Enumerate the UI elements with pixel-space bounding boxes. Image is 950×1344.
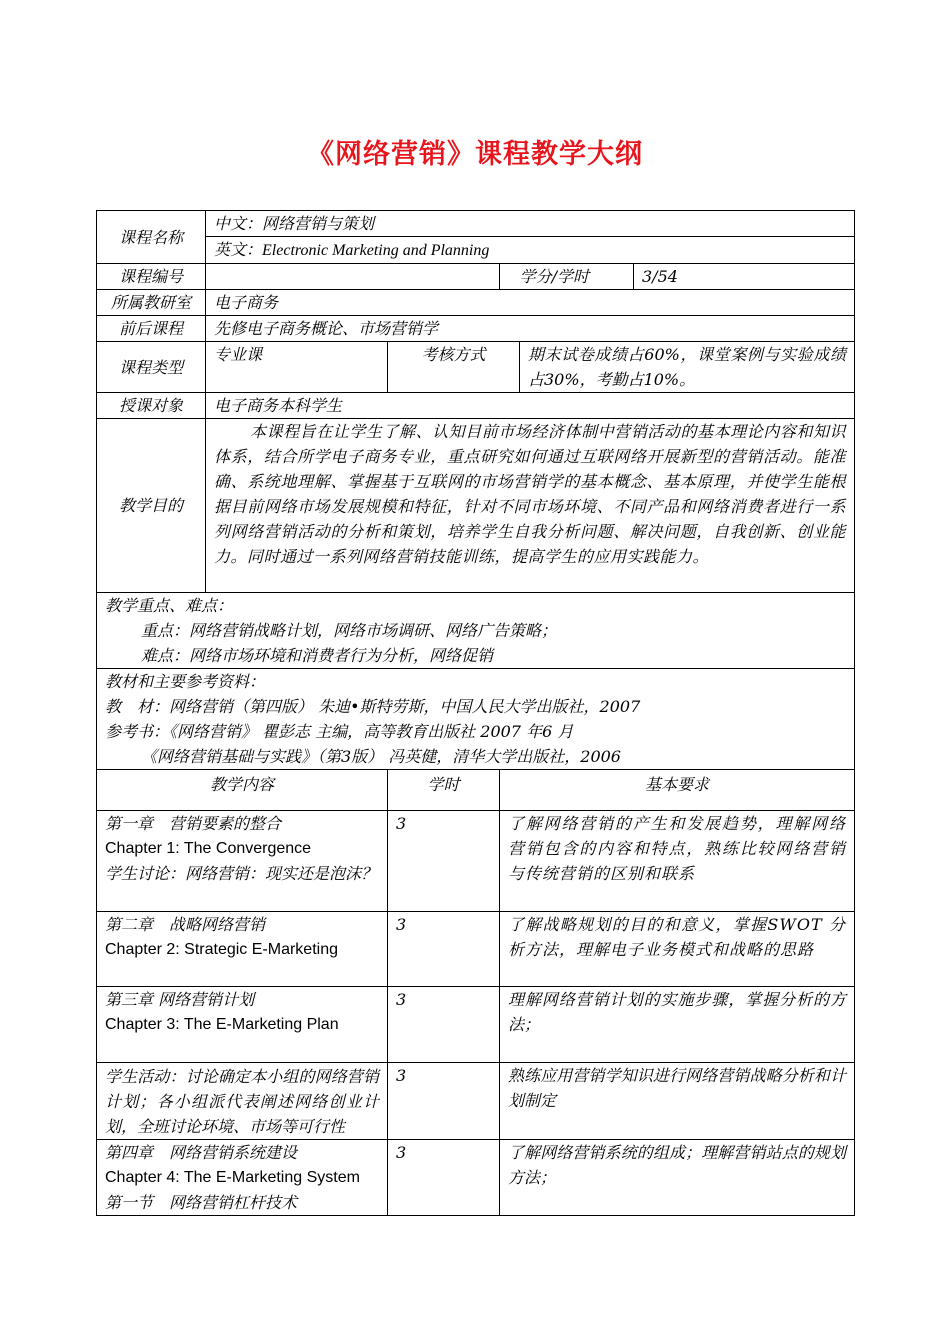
table-row bbox=[97, 1140, 855, 1216]
credit-label: 学分/学时 bbox=[500, 264, 634, 290]
objective-label: 教学目的 bbox=[97, 419, 206, 593]
header-requirements: 基本要求 bbox=[500, 770, 855, 811]
table-row bbox=[97, 912, 855, 987]
table-row bbox=[97, 1063, 855, 1140]
course-name-en-cell bbox=[206, 237, 855, 264]
course-type-label: 课程类型 bbox=[97, 342, 206, 393]
prereq: 先修电子商务概论、市场营销学 bbox=[206, 316, 855, 342]
chapter-section: 第一节 网络营销杠杆技术 bbox=[105, 1193, 298, 1212]
course-name-en: Electronic Marketing and Planning bbox=[262, 242, 490, 259]
chapter-note: 学生讨论：网络营销：现实还是泡沫？ bbox=[105, 864, 378, 883]
course-name-label: 课程名称 bbox=[97, 211, 206, 264]
references-heading: 教材和主要参考资料： bbox=[105, 672, 266, 691]
document-title: 《网络营销》课程教学大纲 bbox=[307, 139, 643, 170]
hours-cell: 3 bbox=[388, 1063, 500, 1140]
course-name-cn: 中文：网络营销与策划 bbox=[206, 211, 855, 237]
chapter-title-en: Chapter 3: The E-Marketing Plan bbox=[105, 1016, 339, 1033]
focus-cell bbox=[97, 593, 855, 669]
course-name-en-prefix: 英文： bbox=[214, 240, 263, 259]
content-cell bbox=[97, 912, 388, 987]
requirement-cell: 熟练应用营销学知识进行网络营销战略分析和计划制定 bbox=[500, 1063, 855, 1140]
assessment-label: 考核方式 bbox=[388, 342, 520, 393]
prereq-label: 前后课程 bbox=[97, 316, 206, 342]
hours-cell: 3 bbox=[388, 1140, 500, 1216]
course-code bbox=[206, 264, 500, 290]
requirement-cell: 了解网络营销的产生和发展趋势，理解网络营销包含的内容和特点，熟练比较网络营销与传统营销的区别和联系 bbox=[500, 811, 855, 912]
chapter-title: 第三章 网络营销计划 bbox=[105, 990, 255, 1009]
hours-cell: 3 bbox=[388, 912, 500, 987]
chapter-title-en: Chapter 2: Strategic E-Marketing bbox=[105, 941, 338, 958]
audience: 电子商务本科学生 bbox=[206, 393, 855, 419]
table-row bbox=[97, 811, 855, 912]
chapter-title: 第四章 网络营销系统建设 bbox=[105, 1143, 298, 1162]
requirement-cell: 了解战略规划的目的和意义，掌握SWOT 分析方法，理解电子业务模式和战略的思路 bbox=[500, 912, 855, 987]
content-cell bbox=[97, 1140, 388, 1216]
reference-book-1: 参考书：《网络营销》 瞿彭志 主编，高等教育出版社 2007 年6 月 bbox=[105, 722, 574, 741]
content-cell bbox=[97, 811, 388, 912]
requirement-cell: 了解网络营销系统的组成；理解营销站点的规划方法； bbox=[500, 1140, 855, 1216]
audience-label: 授课对象 bbox=[97, 393, 206, 419]
credit-value: 3/54 bbox=[634, 264, 855, 290]
chapter-title-en: Chapter 4: The E-Marketing System bbox=[105, 1169, 360, 1186]
chapter-title-en: Chapter 1: The Convergence bbox=[105, 840, 312, 857]
requirement-cell: 理解网络营销计划的实施步骤，掌握分析的方法； bbox=[500, 987, 855, 1063]
department-label: 所属教研室 bbox=[97, 290, 206, 316]
hours-cell: 3 bbox=[388, 987, 500, 1063]
syllabus-table bbox=[96, 210, 855, 1216]
assessment: 期末试卷成绩占60%，课堂案例与实验成绩占30%，考勤占10%。 bbox=[520, 342, 855, 393]
header-content: 教学内容 bbox=[97, 770, 388, 811]
objective: 本课程旨在让学生了解、认知目前市场经济体制中营销活动的基本理论内容和知识体系，结合所学电子商务专业，重点研究如何通过互联网络开展新型的营销活动。能准确、系统地理解、掌握基于互联网的市场营销学的基本概念、基本原理，并使学生能根据目前网络市场发展规模和特征，针对不同市场环境、不同产品和网络消费者进行一系列网络营销活动的分析和策划，培养学生自我分析问题、解决问题，自我创新、创业能力。同时通过一系列网络营销技能训练，提高学生的应用实践能力。 bbox=[206, 419, 855, 593]
references-cell bbox=[97, 669, 855, 770]
chapter-title: 第一章 营销要素的整合 bbox=[105, 814, 282, 833]
reference-book-2: 《网络营销基础与实践》（第3版） 冯英健，清华大学出版社，2006 bbox=[141, 747, 621, 766]
hours-cell: 3 bbox=[388, 811, 500, 912]
content-cell bbox=[97, 987, 388, 1063]
focus-heading: 教学重点、难点： bbox=[105, 596, 234, 615]
course-code-label: 课程编号 bbox=[97, 264, 206, 290]
focus-difficult: 难点：网络市场环境和消费者行为分析，网络促销 bbox=[141, 646, 494, 665]
course-type: 专业课 bbox=[206, 342, 388, 393]
content-cell: 学生活动：讨论确定本小组的网络营销计划；各小组派代表阐述网络创业计划，全班讨论环境、市场等可行性 bbox=[97, 1063, 388, 1140]
table-row bbox=[97, 987, 855, 1063]
reference-textbook: 教 材：网络营销（第四版） 朱迪•斯特劳斯，中国人民大学出版社，2007 bbox=[105, 697, 641, 716]
chapter-title: 第二章 战略网络营销 bbox=[105, 915, 266, 934]
focus-key: 重点：网络营销战略计划，网络市场调研、网络广告策略； bbox=[141, 621, 558, 640]
header-hours: 学时 bbox=[388, 770, 500, 811]
department: 电子商务 bbox=[206, 290, 855, 316]
